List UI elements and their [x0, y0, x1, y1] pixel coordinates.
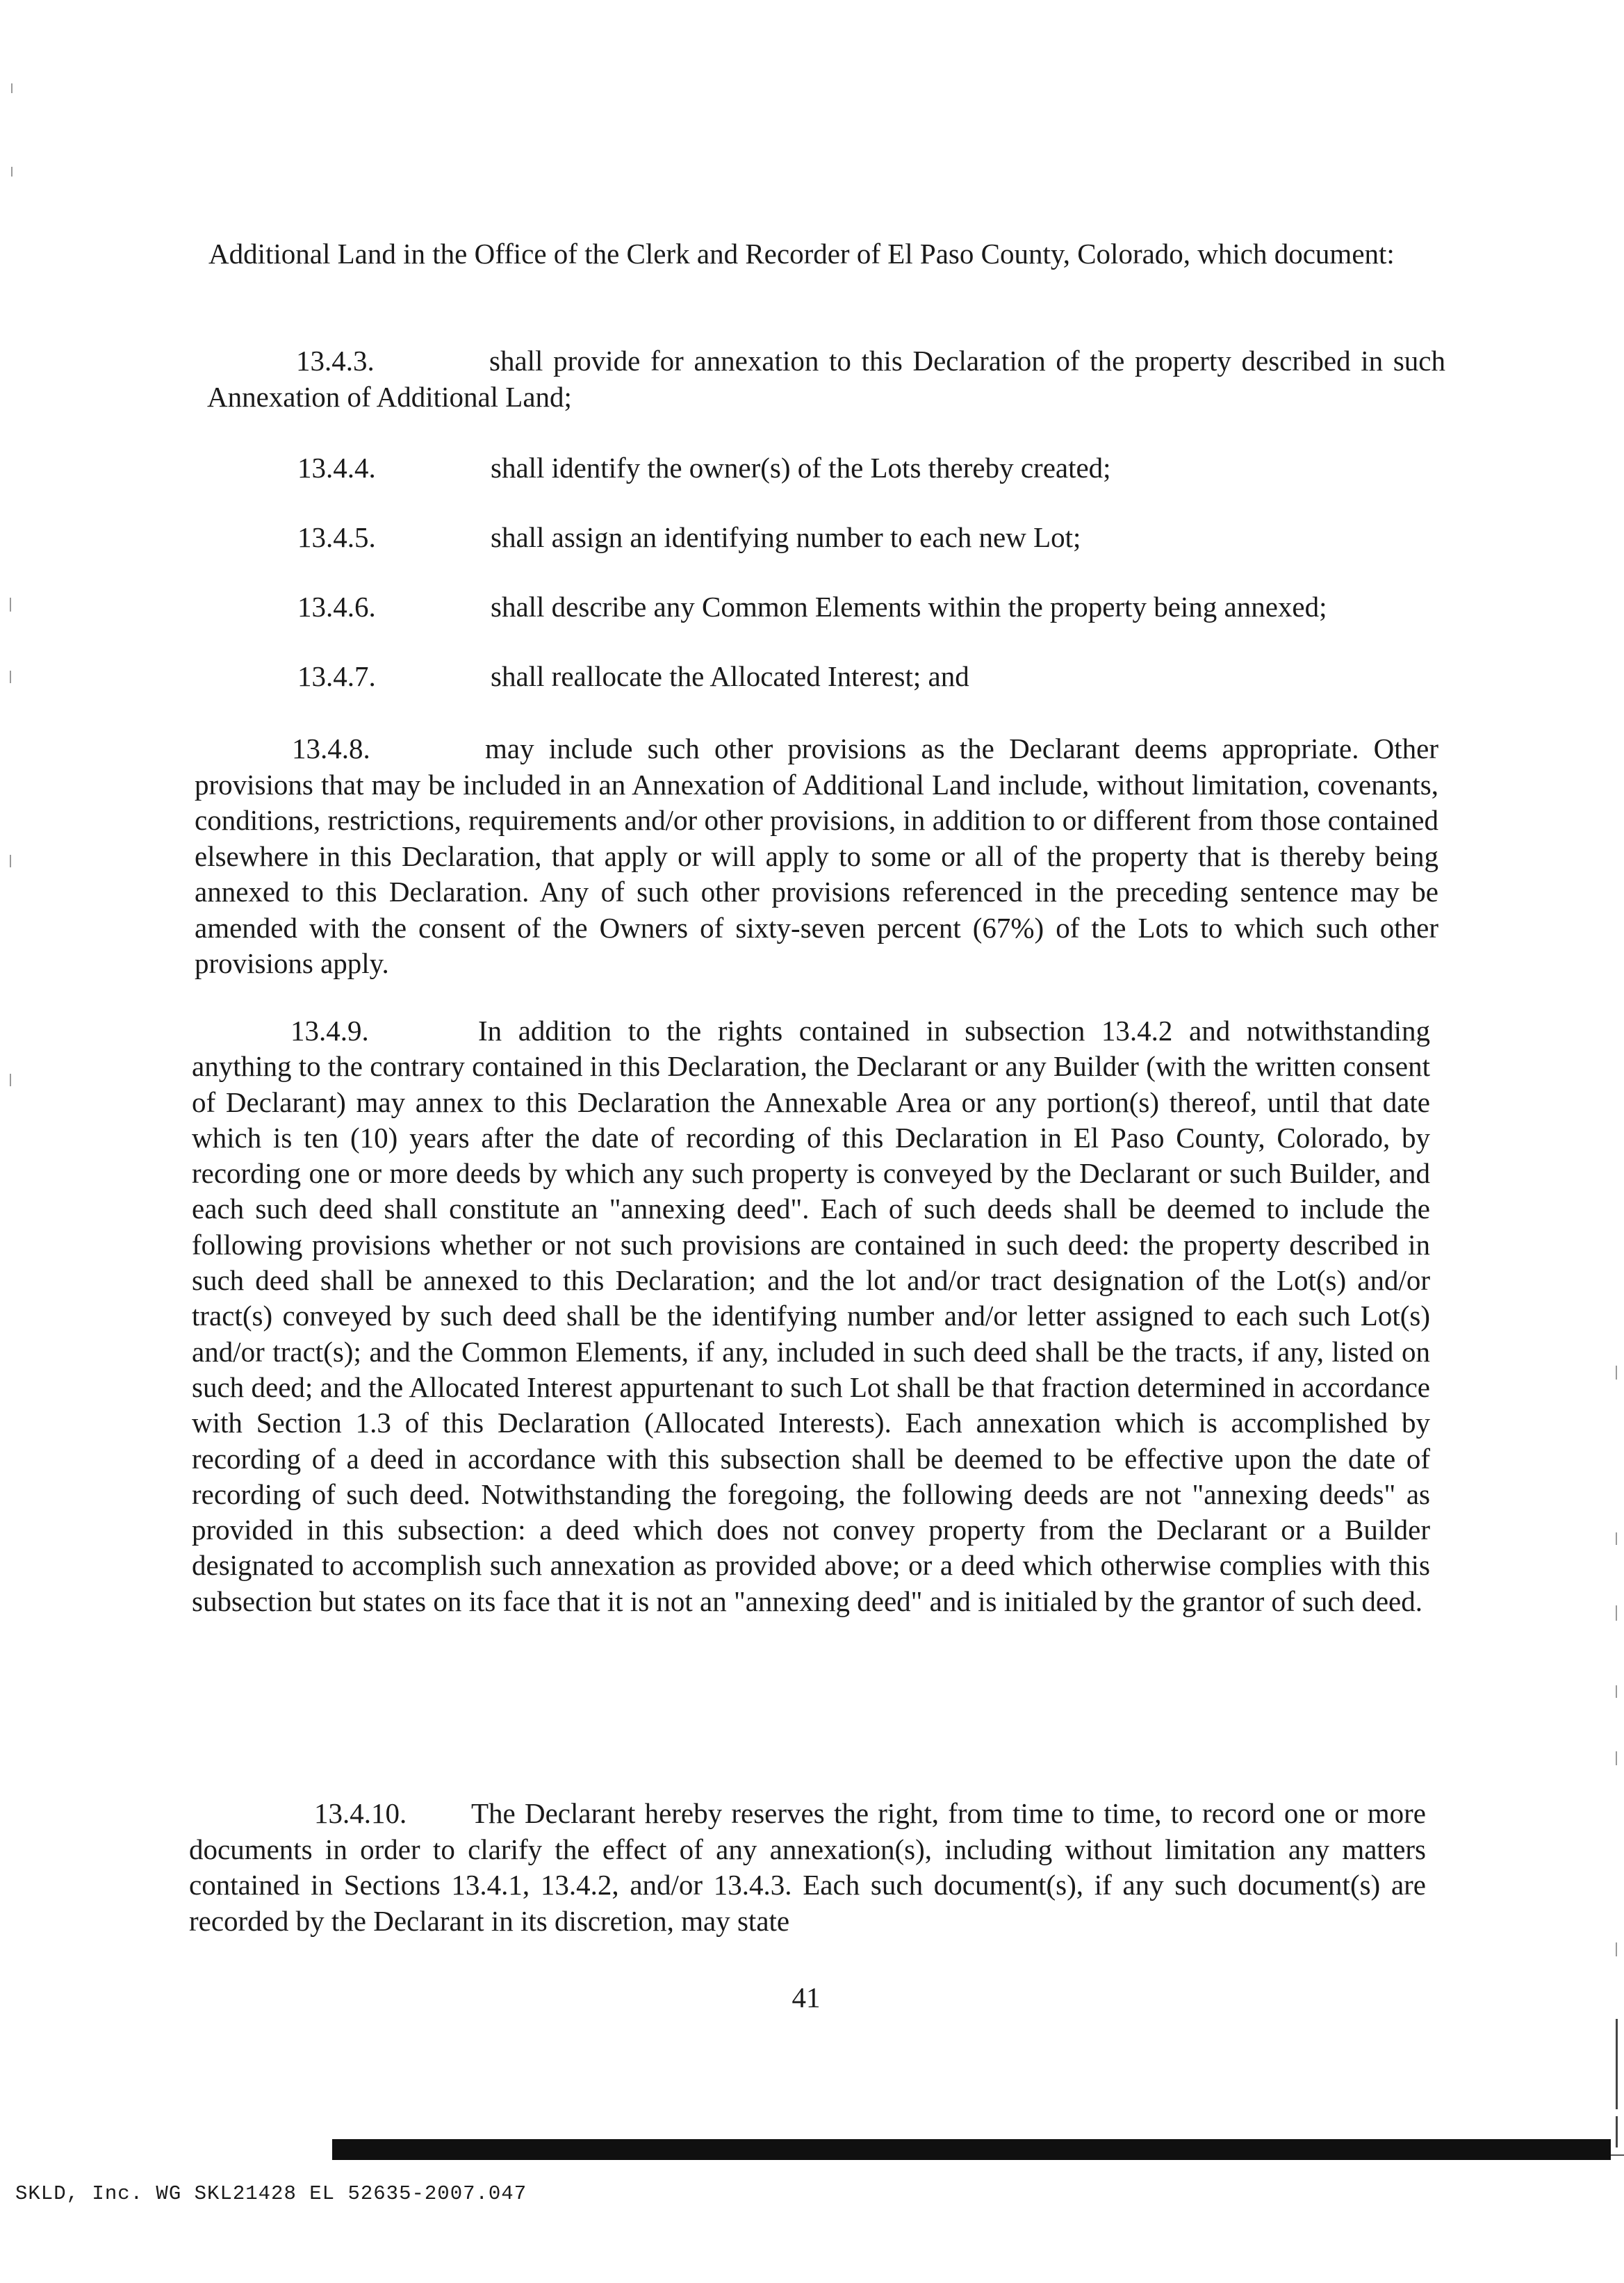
margin-speck [10, 598, 11, 612]
document-footer: SKLD, Inc. WG SKL21428 EL 52635-2007.047 [15, 2182, 527, 2205]
margin-speck [1616, 1751, 1617, 1765]
paragraph-number: 13.4.3. [296, 345, 375, 377]
paragraph-number: 13.4.10. [314, 1797, 407, 1829]
scan-bar [332, 2139, 1611, 2160]
item-text: shall identify the owner(s) of the Lots thereby created; [491, 452, 1111, 484]
page-number: 41 [792, 1981, 821, 2013]
paragraph-text: In addition to the rights contained in subsection 13.4.2 and notwithstanding anything to the contrary contained in this Declaration, the Declarant or any Builder (with the written consent of Declarant) may annex to this Declaration the Annexable Area or any portion(s) thereof, until that date which is ten (10) years after the date of recording of this Declaration in El Paso County, Colorado, by recording one or more deeds by which any such property is conveyed by the Declarant or such Builder, and each such deed shall constitute an "annexing deed". Each of such deeds shall be deemed to include the following provisions whether or not such provisions are contained in such deed: the property described in such deed shall be annexed to this Declaration; and the lot and/or tract designation of the Lot(s) and/or tract(s) conveyed by such deed shall be the identifying number and/or letter assigned to each such Lot(s) and/or tract(s); and the Common Elements, if any, included in such deed shall be the tracts, if any, listed on such deed; and the Allocated Interest appurtenant to such Lot shall be that fraction determined in accordance with Section 1.3 of this Declaration (Allocated Interests). Each annexation which is accomplished by recording of a deed in accordance with this subsection shall be deemed to be effective upon the date of recording of such deed. Notwithstanding the foregoing, the following deeds are not "annexing deeds" as provided in this subsection: a deed which does not convey property from the Declarant or a Builder designated to accomplish such annexation as provided above; or a deed which otherwise complies with this subsection but states on its face that it is not an "annexing deed" and is initialed by the grantor of such deed. [192, 1015, 1430, 1617]
margin-mark [1616, 2019, 1618, 2109]
paragraph-13-4-9 [192, 1013, 1430, 1619]
margin-speck [1616, 1942, 1617, 1956]
scan-bar-tail [1611, 2154, 1624, 2156]
paragraph-13-4-10 [189, 1796, 1426, 1939]
intro-paragraph: Additional Land in the Office of the Clerk and Recorder of El Paso County, Colorado, which document: [208, 238, 1395, 270]
margin-speck [1616, 1605, 1617, 1621]
item-number: 13.4.4. [297, 452, 376, 484]
item-text: shall assign an identifying number to each new Lot; [491, 521, 1081, 553]
item-text: shall reallocate the Allocated Interest; and [491, 660, 969, 692]
paragraph-text: shall provide for annexation to this Declaration of the property described in such Annexation of Additional Land; [207, 345, 1445, 413]
paragraph-number: 13.4.8. [292, 733, 370, 764]
margin-speck [1616, 1532, 1617, 1545]
paragraph-13-4-3 [207, 343, 1445, 415]
margin-speck [1616, 1366, 1617, 1380]
margin-speck [10, 1074, 11, 1086]
margin-speck [11, 167, 13, 177]
margin-speck [10, 855, 11, 867]
paragraph-text: may include such other provisions as the Declarant deems appropriate. Other provisions that may be included in an Annexation of Additional Land include, without limitation, covenants, conditions, restrictions, requirements and/or other provisions, in addition to or different from those contained elsewhere in this Declaration, that apply or will apply to some or all of the property that is thereby being annexed to this Declaration. Any of such other provisions referenced in the preceding sentence may be amended with the consent of the Owners of sixty-seven percent (67%) of the Lots to which such other provisions apply. [195, 733, 1438, 979]
margin-speck [11, 83, 13, 93]
item-number: 13.4.5. [297, 521, 376, 553]
margin-speck [1616, 1685, 1617, 1698]
item-text: shall describe any Common Elements within the property being annexed; [491, 591, 1327, 623]
item-number: 13.4.6. [297, 591, 376, 623]
paragraph-text: The Declarant hereby reserves the right, from time to time, to record one or more documents in order to clarify the effect of any annexation(s), including without limitation any matters contained in Sections 13.4.1, 13.4.2, and/or 13.4.3. Each such document(s), if any such document(s) are recorded by the Declarant in its discretion, may state [189, 1797, 1426, 1937]
paragraph-number: 13.4.9. [290, 1015, 369, 1047]
margin-speck [10, 671, 11, 683]
item-number: 13.4.7. [297, 660, 376, 692]
margin-mark [1616, 2116, 1618, 2147]
paragraph-13-4-8 [195, 731, 1438, 982]
